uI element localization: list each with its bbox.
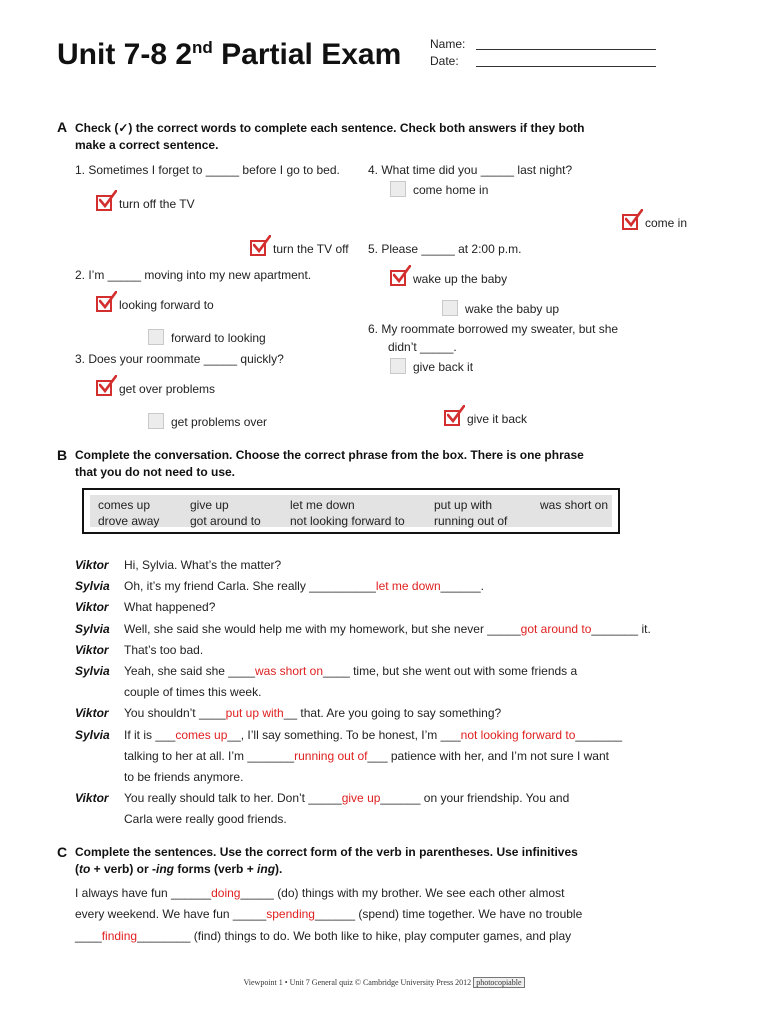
speaker-name: Sylvia: [75, 727, 110, 742]
footer: Viewpoint 1 • Unit 7 General quiz © Cambridge University Press 2012 photocopiable: [0, 978, 768, 987]
speaker-name: Sylvia: [75, 579, 110, 594]
option-label: come in: [645, 216, 688, 230]
name-field[interactable]: [476, 49, 656, 50]
checkbox[interactable]: [96, 380, 112, 396]
option-label: come home in: [413, 183, 489, 197]
option-label: forward to looking: [171, 331, 266, 345]
line-text: If it is ___: [124, 727, 176, 742]
dialogue-line: [124, 579, 484, 593]
section-b-letter: B: [57, 447, 68, 463]
answer-text[interactable]: doing: [211, 886, 241, 900]
option-label: give back it: [413, 360, 474, 374]
dialogue-line: [124, 600, 215, 614]
answer-text[interactable]: comes up: [175, 727, 228, 742]
checkmark-icon: [99, 375, 117, 395]
section-a-instruction: Check (✓) the correct words to complete each sentence. Check both answers if they both make a correct sentence.: [75, 121, 585, 152]
date-label: Date:: [430, 54, 459, 68]
option-label: turn the TV off: [273, 242, 349, 256]
line-text: You really should talk to her. Don’t _____: [124, 791, 342, 806]
question-6-line-2: didn’t _____.: [388, 340, 457, 354]
checkbox[interactable]: [250, 240, 266, 256]
paragraph-line: ____finding________ (find) things to do. We both like to hike, play computer games, and play: [75, 929, 572, 943]
speaker-name: Viktor: [75, 642, 109, 657]
checkbox[interactable]: [444, 410, 460, 426]
line-text: Well, she said she would help me with my homework, but she never _____: [124, 621, 521, 636]
question-1: 1. Sometimes I forget to _____ before I go to bed.: [75, 163, 340, 177]
section-c-instruction: [75, 844, 595, 878]
checkbox[interactable]: [148, 329, 164, 345]
dialogue-line: [124, 812, 287, 826]
checkbox[interactable]: [96, 195, 112, 211]
phrase: not looking forward to: [290, 514, 405, 528]
speaker-name: Viktor: [75, 558, 109, 572]
checkbox[interactable]: [148, 413, 164, 429]
answer-text[interactable]: was short on: [255, 664, 324, 678]
line-text: couple of times this week.: [124, 685, 262, 700]
photocopiable-tag: photocopiable: [473, 977, 524, 988]
checkbox[interactable]: [442, 300, 458, 316]
answer-text[interactable]: put up with: [225, 706, 284, 721]
line-text: _______: [575, 727, 623, 742]
page-title: Unit 7-8 2nd Partial Exam: [57, 38, 402, 71]
checkmark-icon: [447, 405, 465, 425]
dialogue-line: [124, 770, 243, 784]
line-text: Hi, Sylvia. What’s the matter?: [124, 558, 282, 572]
option-label: get problems over: [171, 415, 268, 429]
answer-text[interactable]: got around to: [520, 621, 592, 636]
line-text: Yeah, she said she ____: [124, 664, 255, 678]
question-4: 4. What time did you _____ last night?: [368, 163, 573, 177]
phrase: comes up: [98, 498, 151, 512]
checkmark-icon: [393, 265, 411, 285]
section-c-instruction-line-2: (to + verb) or -ing forms (verb + ing).: [75, 862, 283, 876]
checkbox[interactable]: [390, 358, 406, 374]
speaker-name: Viktor: [75, 791, 109, 806]
dialogue-line: [124, 791, 569, 805]
answer-text[interactable]: spending: [266, 907, 315, 921]
question-5: 5. Please _____ at 2:00 p.m.: [368, 242, 522, 256]
question-6: 6. My roommate borrowed my sweater, but she: [368, 322, 619, 336]
phrase: let me down: [290, 498, 355, 512]
checkbox[interactable]: [390, 270, 406, 286]
dialogue-line: [124, 706, 501, 720]
question-2: 2. I’m _____ moving into my new apartment.: [75, 268, 312, 282]
option-label: wake the baby up: [465, 302, 560, 316]
dialogue-line: [124, 749, 609, 763]
speaker-name: Sylvia: [75, 664, 110, 678]
line-text: ____ time, but she went out with some friends a: [323, 664, 578, 678]
name-label: Name:: [430, 37, 466, 51]
answer-text[interactable]: let me down: [375, 579, 441, 594]
phrase: was short on: [540, 498, 609, 512]
section-c-letter: C: [57, 844, 68, 860]
checkbox[interactable]: [390, 181, 406, 197]
dialogue-line: [124, 664, 577, 678]
speaker-name: Viktor: [75, 706, 109, 721]
option-label: get over problems: [119, 382, 216, 396]
option-label: looking forward to: [119, 298, 214, 312]
speaker-name: Sylvia: [75, 621, 110, 636]
paragraph-line: every weekend. We have fun _____spending______ (spend) time together. We have no trouble: [75, 907, 583, 921]
dialogue-line: [124, 558, 281, 572]
line-text: __ that. Are you going to say something?: [283, 706, 502, 721]
answer-text[interactable]: give up: [341, 791, 381, 806]
phrase: give up: [190, 498, 229, 512]
checkmark-icon: [253, 235, 271, 255]
answer-text[interactable]: finding: [101, 929, 138, 943]
line-text: ______ on your friendship. You and: [380, 791, 570, 806]
section-c-instruction-line-1: Complete the sentences. Use the correct form of the verb in parentheses. Use infinitives: [75, 845, 578, 859]
phrase-box: [82, 488, 620, 534]
line-text: to be friends anymore.: [124, 770, 244, 784]
dialogue-line: [124, 643, 203, 657]
phrase: running out of: [434, 514, 508, 528]
option-label: wake up the baby: [413, 272, 508, 286]
line-text: That’s too bad.: [124, 642, 204, 657]
checkmark-icon: [99, 291, 117, 311]
line-text: What happened?: [124, 600, 216, 615]
phrase: put up with: [434, 498, 493, 512]
question-3: 3. Does your roommate _____ quickly?: [75, 352, 284, 366]
speaker-name: Viktor: [75, 600, 109, 615]
checkmark-icon: [99, 190, 117, 210]
checkmark-icon: [625, 209, 643, 229]
section-a-letter: A: [57, 119, 68, 135]
line-text: Carla were really good friends.: [124, 812, 287, 827]
dialogue-line: [124, 685, 261, 699]
phrase-box-fill: [90, 495, 612, 527]
checkbox[interactable]: [96, 296, 112, 312]
answer-text[interactable]: running out of: [294, 748, 368, 763]
line-text: _______ it.: [591, 621, 651, 636]
answer-text[interactable]: not looking forward to: [460, 727, 576, 742]
line-text: Oh, it’s my friend Carla. She really __________: [124, 579, 376, 594]
paragraph-line: I always have fun ______doing_____ (do) things with my brother. We see each other almost: [75, 886, 565, 900]
phrase: got around to: [190, 514, 261, 528]
line-text: talking to her at all. I’m _______: [124, 748, 295, 763]
line-text: You shouldn’t ____: [124, 706, 226, 721]
option-label: turn off the TV: [119, 197, 195, 211]
phrase: drove away: [98, 514, 160, 528]
date-field[interactable]: [476, 66, 656, 67]
line-text: ______.: [440, 579, 485, 594]
dialogue-line: [124, 728, 622, 742]
section-b-instruction: Complete the conversation. Choose the correct phrase from the box. There is one phrase that you do not need to use.: [75, 448, 584, 479]
dialogue-line: [124, 622, 651, 636]
line-text: ___ patience with her, and I’m not sure I want: [367, 748, 609, 763]
checkbox[interactable]: [622, 214, 638, 230]
option-label: give it back: [467, 412, 528, 426]
line-text: __, I’ll say something. To be honest, I’m ___: [227, 727, 461, 742]
